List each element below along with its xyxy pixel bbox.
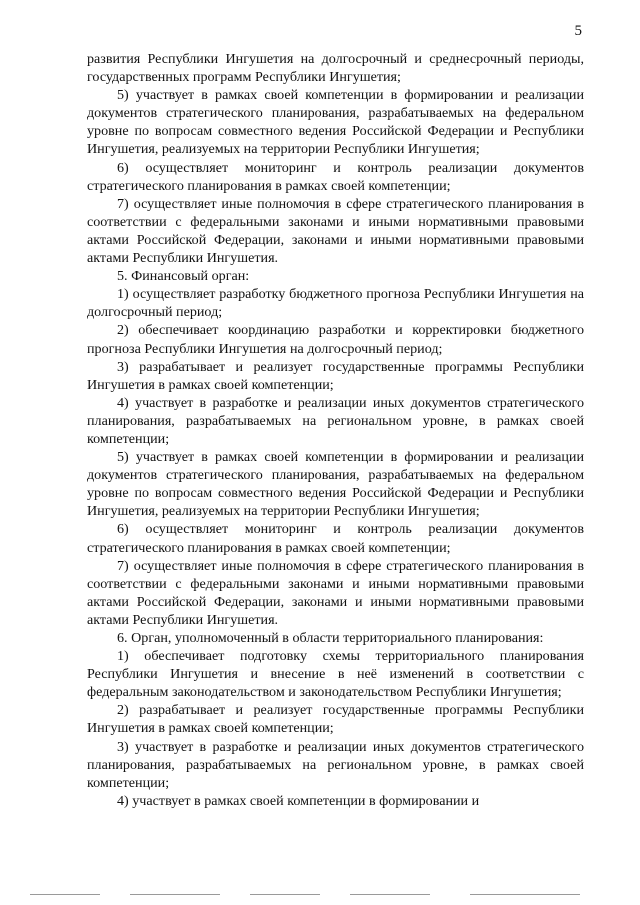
section-heading-territorial-planning: 6. Орган, уполномоченный в области территориального планирования: [117,630,544,646]
paragraph-financial-item-6: 6) осуществляет мониторинг и контроль реализации документов стратегического планирования в рамках своей компетенции; [87,521,584,556]
paragraph-financial-item-1: 1) осуществляет разработку бюджетного прогноза Республики Ингушетия на долгосрочный период; [87,286,584,321]
paragraph-financial-item-5: 5) участвует в рамках своей компетенции в формировании и реализации документов стратегического планирования, разрабатываемых на федеральном уровне по вопросам совместного ведения Российской Федерации и Республики Ингушетия, реализуемых на территории Республики Ингушетия; [87,449,584,520]
paragraph-item-6: 6) осуществляет мониторинг и контроль реализации документов стратегического планирования в рамках своей компетенции; [87,159,584,194]
scan-artifact-line [470,894,580,895]
page-number: 5 [574,23,582,39]
paragraph-financial-item-2: 2) обеспечивает координацию разработки и корректировки бюджетного прогноза Республики Ингушетия на долгосрочный период; [87,322,584,357]
paragraph-territorial-item-4: 4) участвует в рамках своей компетенции в формировании и [117,792,480,809]
paragraph-financial-item-4: 4) участвует в разработке и реализации иных документов стратегического планирования, разрабатываемых на региональном уровне, в рамках своей компетенции; [87,394,584,447]
paragraph-financial-item-3: 3) разрабатывает и реализует государственные программы Республики Ингушетия в рамках своей компетенции; [87,358,584,393]
paragraph-item-5: 5) участвует в рамках своей компетенции в формировании и реализации документов стратегического планирования, разрабатываемых на федеральном уровне по вопросам совместного ведения Российской Федерации и Республики Ингушетия, реализуемых на территории Республики Ингушетия; [87,87,584,158]
paragraph-item-7: 7) осуществляет иные полномочия в сфере стратегического планирования в соответствии с федеральными законами и иными нормативными правовыми актами Российской Федерации, законами и иными нормативными правовыми актами Республики Ингушетия. [87,195,584,267]
paragraph-territorial-item-2: 2) разрабатывает и реализует государственные программы Республики Ингушетия в рамках своей компетенции; [87,702,584,737]
paragraph-territorial-item-1: 1) обеспечивает подготовку схемы территориального планирования Республики Ингушетия и внесение в неё изменений в соответствии с федеральным законодательством и законодательством Республики Ингушетия; [87,648,584,701]
paragraph-territorial-item-3: 3) участвует в разработке и реализации иных документов стратегического планирования, разрабатываемых на региональном уровне, в рамках своей компетенции; [87,738,584,791]
paragraph-continuation: развития Республики Ингушетия на долгосрочный и среднесрочный периоды, государственных программ Республики Ингушетия; [87,51,584,86]
paragraph-financial-item-7: 7) осуществляет иные полномочия в сфере стратегического планирования в соответствии с федеральными законами и иными нормативными правовыми актами Российской Федерации, законами и иными нормативными правовыми актами Республики Ингушетия. [87,557,584,628]
scan-artifact-line [130,894,220,895]
scan-artifact-line [250,894,320,895]
document-body [87,50,584,810]
scan-artifact-line [30,894,100,895]
scan-artifact-line [350,894,430,895]
section-heading-financial-body: 5. Финансовый орган: [117,268,250,285]
